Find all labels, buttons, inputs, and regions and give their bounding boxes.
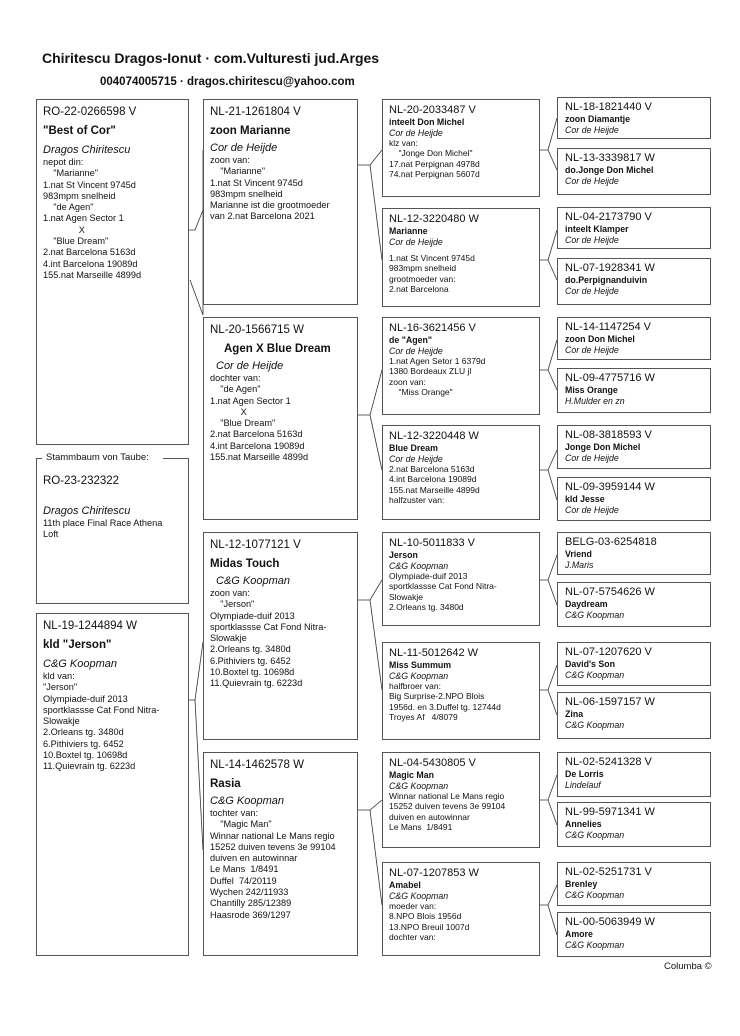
gen3-card [382, 99, 540, 197]
gen4-card [557, 862, 711, 906]
gen2-ring-number: NL-21-1261804 V [210, 106, 301, 118]
gen4-name: Annelies [565, 819, 602, 829]
gen2-breeder: C&G Koopman [216, 575, 290, 587]
gen4-breeder: Cor de Heijde [565, 345, 619, 355]
gen3-info: halfbroer van: Big Surprise-2.NPO Blois 1956d. en 3.Duffel tg. 12744d Troyes Af 4/8079 [389, 681, 501, 723]
gen4-breeder: H.Mulder en zn [565, 396, 625, 406]
gen3-name: Marianne [389, 226, 428, 236]
gen3-name: Magic Man [389, 770, 434, 780]
page-title: Chiritescu Dragos-Ionut · com.Vulturesti jud.Arges [42, 50, 380, 66]
gen4-name: De Lorris [565, 769, 604, 779]
gen4-ring-number: NL-07-1207620 V [565, 646, 652, 658]
gen4-name: kld Jesse [565, 494, 605, 504]
gen2-card [203, 317, 358, 520]
gen4-name: zoon Don Michel [565, 334, 635, 344]
gen4-card [557, 258, 711, 305]
gen4-ring-number: NL-06-1597157 W [565, 696, 655, 708]
gen4-card [557, 802, 711, 847]
gen4-breeder: Cor de Heijde [565, 235, 619, 245]
gen3-name: Amabel [389, 880, 421, 890]
gen4-breeder: Cor de Heijde [565, 176, 619, 186]
gen4-ring-number: NL-09-4775716 W [565, 372, 655, 384]
gen4-card [557, 692, 711, 739]
gen3-ring-number: NL-12-3220480 W [389, 213, 479, 225]
gen4-card [557, 752, 711, 797]
sire-ring-number: NL-19-1244894 W [43, 620, 137, 632]
gen4-ring-number: BELG-03-6254818 [565, 536, 657, 548]
gen4-card [557, 368, 711, 413]
gen3-ring-number: NL-04-5430805 V [389, 757, 476, 769]
gen3-ring-number: NL-20-2033487 V [389, 104, 476, 116]
gen4-card [557, 532, 711, 575]
gen4-ring-number: NL-02-5241328 V [565, 756, 652, 768]
footer-credit: Columba © [664, 961, 712, 972]
gen3-name: Blue Dream [389, 443, 438, 453]
gen3-card [382, 532, 540, 626]
gen4-breeder: C&G Koopman [565, 610, 625, 620]
gen4-card [557, 912, 711, 957]
gen3-breeder: C&G Koopman [389, 780, 449, 791]
gen4-name: Brenley [565, 879, 598, 889]
gen4-breeder: Lindelauf [565, 780, 601, 790]
gen4-breeder: C&G Koopman [565, 830, 625, 840]
gen3-breeder: C&G Koopman [389, 890, 449, 901]
gen4-ring-number: NL-00-5063949 W [565, 916, 655, 928]
gen4-name: Amore [565, 929, 593, 939]
gen2-breeder: Cor de Heijde [216, 360, 284, 372]
gen3-breeder: Cor de Heijde [389, 236, 443, 247]
gen2-breeder: Cor de Heijde [210, 142, 278, 154]
gen4-ring-number: NL-08-3818593 V [565, 429, 652, 441]
gen4-ring-number: NL-14-1147254 V [565, 321, 652, 333]
gen3-card [382, 208, 540, 307]
gen2-name: Rasia [210, 778, 241, 790]
gen3-breeder: C&G Koopman [389, 670, 449, 681]
middle-ring-number: RO-23-232322 [43, 475, 120, 487]
subject-ring-number: RO-22-0266598 V [43, 106, 137, 118]
gen3-card [382, 425, 540, 520]
gen3-card [382, 862, 540, 956]
gen3-ring-number: NL-10-5011833 V [389, 537, 476, 549]
gen3-breeder: Cor de Heijde [389, 345, 443, 356]
stammbaum-border-right [163, 458, 189, 459]
gen4-ring-number: NL-18-1821440 V [565, 101, 652, 113]
gen2-name: zoon Marianne [210, 125, 291, 137]
gen4-breeder: Cor de Heijde [565, 505, 619, 515]
gen3-breeder: C&G Koopman [389, 560, 449, 571]
gen3-ring-number: NL-07-1207853 W [389, 867, 479, 879]
gen3-info: klz van: "Jonge Don Michel" 17.nat Perpignan 4978d 74.nat Perpignan 5607d [389, 138, 480, 180]
gen4-breeder: Cor de Heijde [565, 286, 619, 296]
gen4-card [557, 582, 711, 627]
gen3-name: Miss Summum [389, 660, 452, 670]
gen3-ring-number: NL-16-3621456 V [389, 322, 476, 334]
gen2-breeder: C&G Koopman [210, 795, 284, 807]
gen3-name: de "Agen" [389, 335, 433, 345]
gen4-card [557, 148, 711, 195]
gen2-name: Agen X Blue Dream [224, 343, 331, 355]
gen2-ring-number: NL-14-1462578 W [210, 759, 304, 771]
gen4-ring-number: NL-09-3959144 W [565, 481, 655, 493]
gen3-info: moeder van: 8.NPO Blois 1956d 13.NPO Breuil 1007d dochter van: [389, 901, 470, 943]
gen3-info: Winnar national Le Mans regio 15252 duiven tevens 3e 99104 duiven en autowinnar Le Mans 1/8491 [389, 791, 506, 833]
gen4-ring-number: NL-02-5251731 V [565, 866, 652, 878]
gen4-breeder: J.Maris [565, 560, 594, 570]
stammbaum-card [36, 458, 189, 604]
gen4-breeder: Cor de Heijde [565, 125, 619, 135]
gen3-name: Jerson [389, 550, 418, 560]
gen2-info: zoon van: "Marianne" 1.nat St Vincent 9745d 983mpm snelheid Marianne ist die grootmoeder van 2.nat Barcelona 2021 [210, 155, 330, 222]
gen4-card [557, 642, 711, 686]
subject-info: nepot din: "Marianne" 1.nat St Vincent 9745d 983mpm snelheid "de Agen" 1.nat Agen Sector 1 X "Blue Dream" 2.nat Barcelona 5163d 4.int Barcelona 19089d 155.nat Marseille 4899d [43, 157, 142, 280]
gen4-name: Zina [565, 709, 584, 719]
gen3-card [382, 317, 540, 415]
gen4-name: zoon Diamantje [565, 114, 631, 124]
gen2-info: tochter van: "Magic Man" Winnar national Le Mans regio 15252 duiven tevens 3e 99104 duiven en autowinnar Le Mans 1/8491 Duffel 74/20119 Wychen 242/11933 Chantilly 285/12389 Haasrode 369/1297 [210, 808, 336, 920]
gen3-info: Olympiade-duif 2013 sportklassse Cat Fond Nitra- Slowakje 2.Orleans tg. 3480d [389, 571, 497, 613]
gen3-breeder: Cor de Heijde [389, 127, 443, 138]
sire-name: kld "Jerson" [43, 639, 112, 651]
gen4-card [557, 207, 711, 249]
gen3-info: 1.nat St Vincent 9745d 983mpm snelheid grootmoeder van: 2.nat Barcelona [389, 253, 475, 295]
gen3-card [382, 752, 540, 848]
gen3-ring-number: NL-11-5012642 W [389, 647, 479, 659]
subject-pigeon-card [36, 99, 189, 445]
gen4-name: Daydream [565, 599, 608, 609]
gen3-card [382, 642, 540, 740]
stammbaum-border-left [36, 458, 42, 459]
gen4-name: Jonge Don Michel [565, 442, 641, 452]
gen4-card [557, 425, 711, 469]
gen4-name: Vriend [565, 549, 592, 559]
contact-line: 004074005715 · dragos.chiritescu@yahoo.com [100, 76, 355, 88]
middle-info: 11th place Final Race Athena Loft [43, 518, 163, 540]
subject-breeder: Dragos Chiritescu [43, 144, 131, 156]
gen4-card [557, 477, 711, 521]
gen2-card [203, 752, 358, 956]
gen2-card [203, 99, 358, 305]
sire-info: kld van: "Jerson" Olympiade-duif 2013 sportklassse Cat Fond Nitra- Slowakje 2.Orleans tg. 3480d 6.Pithiviers tg. 6452 10.Boxtel tg. 10698d 11.Quievrain tg. 6223d [43, 671, 160, 772]
gen4-name: Miss Orange [565, 385, 618, 395]
gen2-ring-number: NL-12-1077121 V [210, 539, 301, 551]
gen4-ring-number: NL-07-5754626 W [565, 586, 655, 598]
gen4-breeder: C&G Koopman [565, 720, 625, 730]
gen4-breeder: Cor de Heijde [565, 453, 619, 463]
gen4-card [557, 97, 711, 139]
gen4-name: do.Perpignanduivin [565, 275, 648, 285]
gen3-name: inteelt Don Michel [389, 117, 465, 127]
gen2-card [203, 532, 358, 740]
gen4-breeder: C&G Koopman [565, 670, 625, 680]
sire-breeder: C&G Koopman [43, 658, 117, 670]
gen2-info: dochter van: "de Agen" 1.nat Agen Sector 1 X "Blue Dream" 2.nat Barcelona 5163d 4.int Barcelona 19089d 155.nat Marseille 4899d [210, 373, 309, 463]
gen2-ring-number: NL-20-1566715 W [210, 324, 304, 336]
gen4-name: inteelt Klamper [565, 224, 629, 234]
gen3-info: 2.nat Barcelona 5163d 4.int Barcelona 19089d 155.nat Marseille 4899d halfzuster van: [389, 464, 480, 506]
sire-card [36, 613, 189, 956]
middle-breeder: Dragos Chiritescu [43, 505, 131, 517]
gen2-name: Midas Touch [210, 558, 280, 570]
gen2-info: zoon van: "Jerson" Olympiade-duif 2013 sportklassse Cat Fond Nitra- Slowakje 2.Orleans tg. 3480d 6.Pithiviers tg. 6452 10.Boxtel tg. 10698d 11.Quievrain tg. 6223d [210, 588, 327, 689]
gen4-ring-number: NL-04-2173790 V [565, 211, 652, 223]
gen4-breeder: C&G Koopman [565, 890, 625, 900]
gen4-name: do.Jonge Don Michel [565, 165, 654, 175]
gen3-info: 1.nat Agen Setor 1 6379d 1380 Bordeaux ZLU jl zoon van: "Miss Orange" [389, 356, 486, 398]
gen3-breeder: Cor de Heijde [389, 453, 443, 464]
gen4-card [557, 317, 711, 360]
gen4-ring-number: NL-07-1928341 W [565, 262, 655, 274]
gen4-name: David's Son [565, 659, 615, 669]
gen4-ring-number: NL-99-5971341 W [565, 806, 655, 818]
subject-name: "Best of Cor" [43, 125, 116, 137]
gen4-breeder: C&G Koopman [565, 940, 625, 950]
gen4-ring-number: NL-13-3339817 W [565, 152, 655, 164]
stammbaum-label: Stammbaum von Taube: [46, 452, 149, 463]
gen3-ring-number: NL-12-3220448 W [389, 430, 479, 442]
